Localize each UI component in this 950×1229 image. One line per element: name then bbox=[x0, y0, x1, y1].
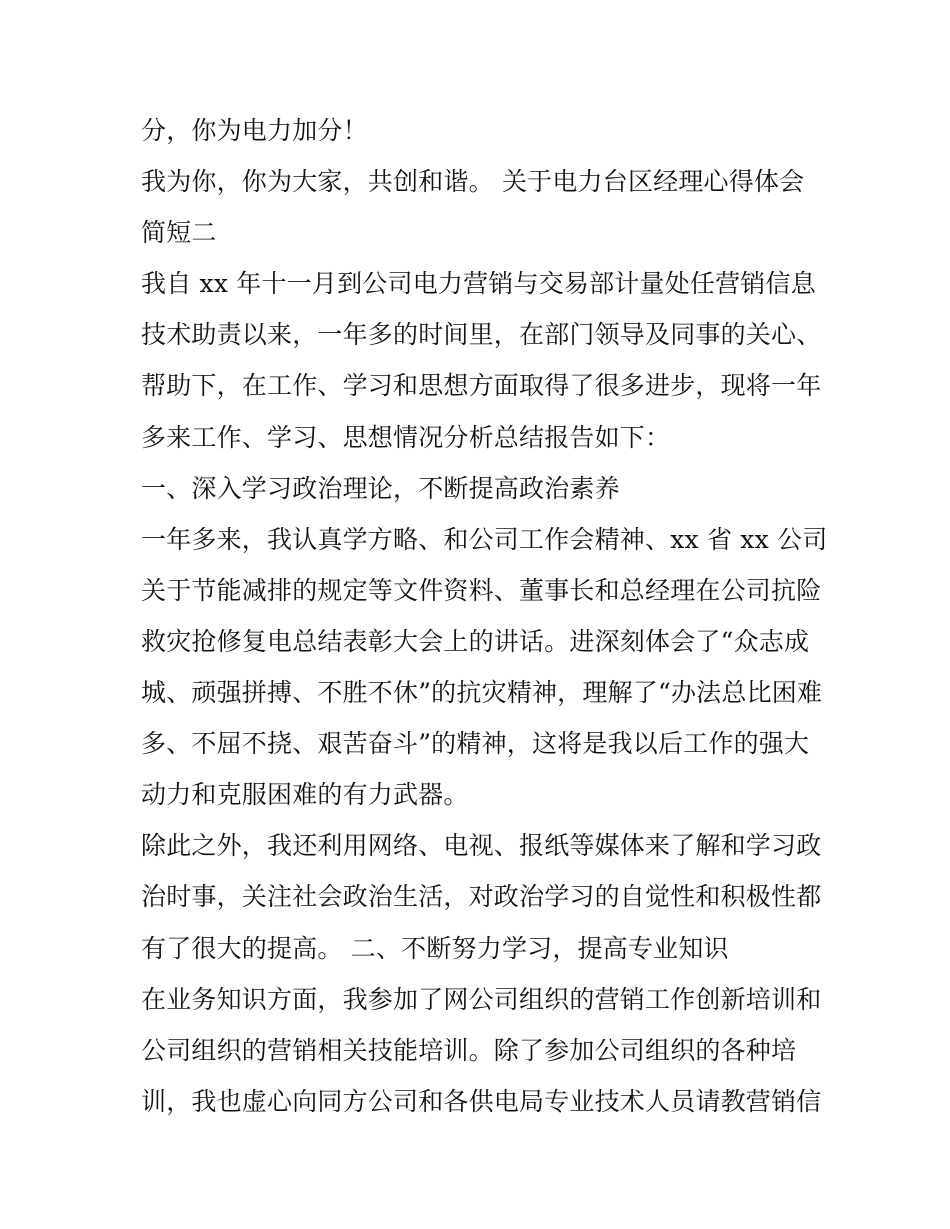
text-line: 简短二 bbox=[141, 218, 217, 248]
text-line: 城、顽强拼搏、不胜不休”的抗灾精神，理解了“办法总比困难 bbox=[141, 678, 823, 708]
section-heading: 一、深入学习政治理论，不断提高政治素养 bbox=[141, 473, 620, 503]
text-line: 除此之外，我还利用网络、电视、报纸等媒体来了解和学习政 bbox=[141, 831, 822, 861]
text-line: 救灾抢修复电总结表彰大会上的讲话。进深刻体会了“众志成 bbox=[141, 626, 810, 656]
text-line: 公司组织的营销相关技能培训。除了参加公司组织的各种培 bbox=[141, 1035, 797, 1065]
text-line: 关于节能减排的规定等文件资料、董事长和总经理在公司抗险 bbox=[141, 575, 822, 605]
text-line: 我为你，你为大家，共创和谐。 关于电力台区经理心得体会 bbox=[141, 167, 805, 197]
text-line: 多、不屈不挠、艰苦奋斗”的精神，这将是我以后工作的强大 bbox=[141, 729, 810, 759]
text-line: 有了很大的提高。 二、不断努力学习，提高专业知识 bbox=[141, 933, 729, 963]
text-line: 动力和克服困难的有力武器。 bbox=[141, 780, 469, 810]
text-line: 帮助下，在工作、学习和思想方面取得了很多进步，现将一年 bbox=[141, 371, 822, 401]
text-line: 我自 xx 年十一月到公司电力营销与交易部计量处任营销信息 bbox=[141, 269, 816, 299]
text-line: 多来工作、学习、思想情况分析总结报告如下： bbox=[141, 422, 671, 452]
text-line: 治时事，关注社会政治生活，对政治学习的自觉性和积极性都 bbox=[141, 882, 822, 912]
text-line: 分，你为电力加分！ bbox=[141, 116, 368, 145]
text-line: 在业务知识方面，我参加了网公司组织的营销工作创新培训和 bbox=[141, 984, 822, 1014]
text-line: 技术助责以来，一年多的时间里，在部门领导及同事的关心、 bbox=[141, 320, 822, 350]
text-line: 一年多来，我认真学方略、和公司工作会精神、xx 省 xx 公司 bbox=[141, 524, 828, 554]
document-body bbox=[141, 110, 828, 1132]
text-line: 训，我也虚心向同方公司和各供电局专业技术人员请教营销信 bbox=[141, 1086, 822, 1116]
